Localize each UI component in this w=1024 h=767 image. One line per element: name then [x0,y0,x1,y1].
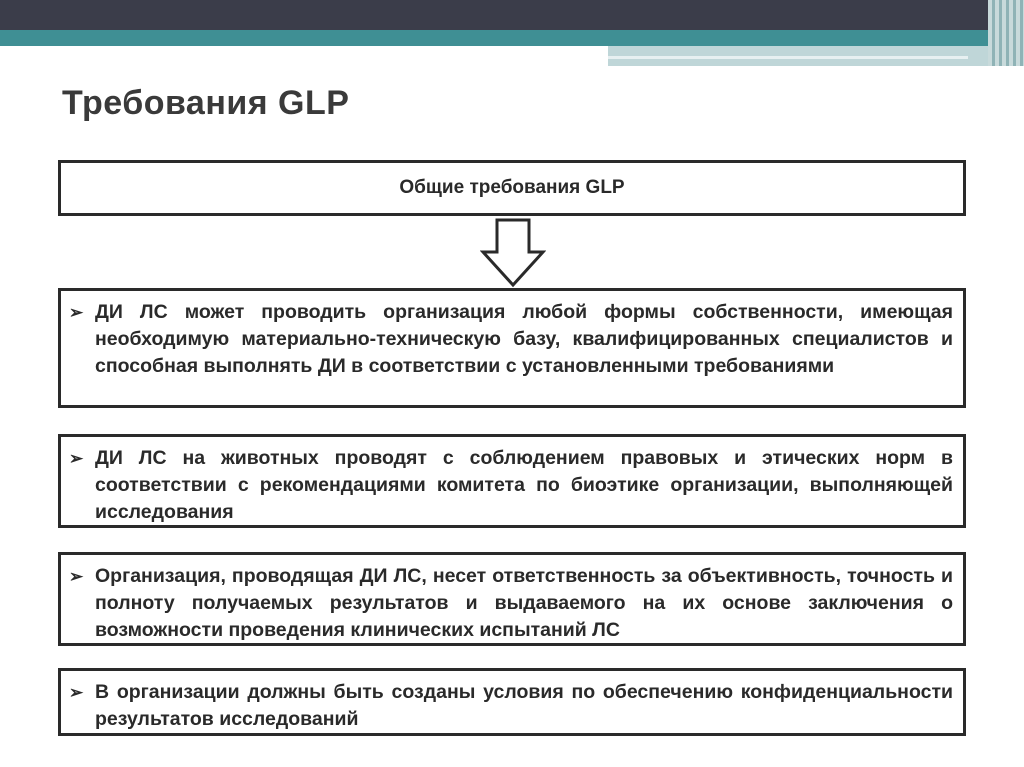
bullet-arrow-icon: ➢ [69,449,84,468]
requirement-text-2: ДИ ЛС на животных проводят с соблюдением правовых и этических норм в соответствии с рекомендациями комитета по биоэтике организации, выполняющей исследования [95,447,953,523]
requirement-box-1 [58,288,966,408]
diagram-header-box [58,160,966,216]
requirement-text-4: В организации должны быть созданы условия по обеспечению конфиденциальности результатов исследований [95,681,953,730]
bullet-arrow-icon: ➢ [69,303,84,322]
requirement-box-4 [58,668,966,736]
top-decor-bar-teal [0,30,1024,46]
top-decor-bar-dark [0,0,1024,30]
requirement-text-3: Организация, проводящая ДИ ЛС, несет ответственность за объективность, точность и полноту получаемых результатов и выдаваемого на их основе заключения о возможности проведения клинических испытаний ЛС [95,565,953,641]
diagram-header-label: Общие требования GLP [399,177,625,198]
bullet-arrow-icon: ➢ [69,567,84,586]
requirement-box-2 [58,434,966,528]
slide-title: Требования GLP [62,84,350,122]
down-arrow-icon [480,218,546,288]
bullet-arrow-icon: ➢ [69,683,84,702]
requirement-box-3 [58,552,966,646]
top-decor-line [608,56,968,59]
requirement-text-1: ДИ ЛС может проводить организация любой формы собственности, имеющая необходимую материально-техническую базу, квалифицированных специалистов и способная выполнять ДИ в соответствии с установленными требованиями [95,301,953,377]
corner-stripes-decor [988,0,1024,66]
